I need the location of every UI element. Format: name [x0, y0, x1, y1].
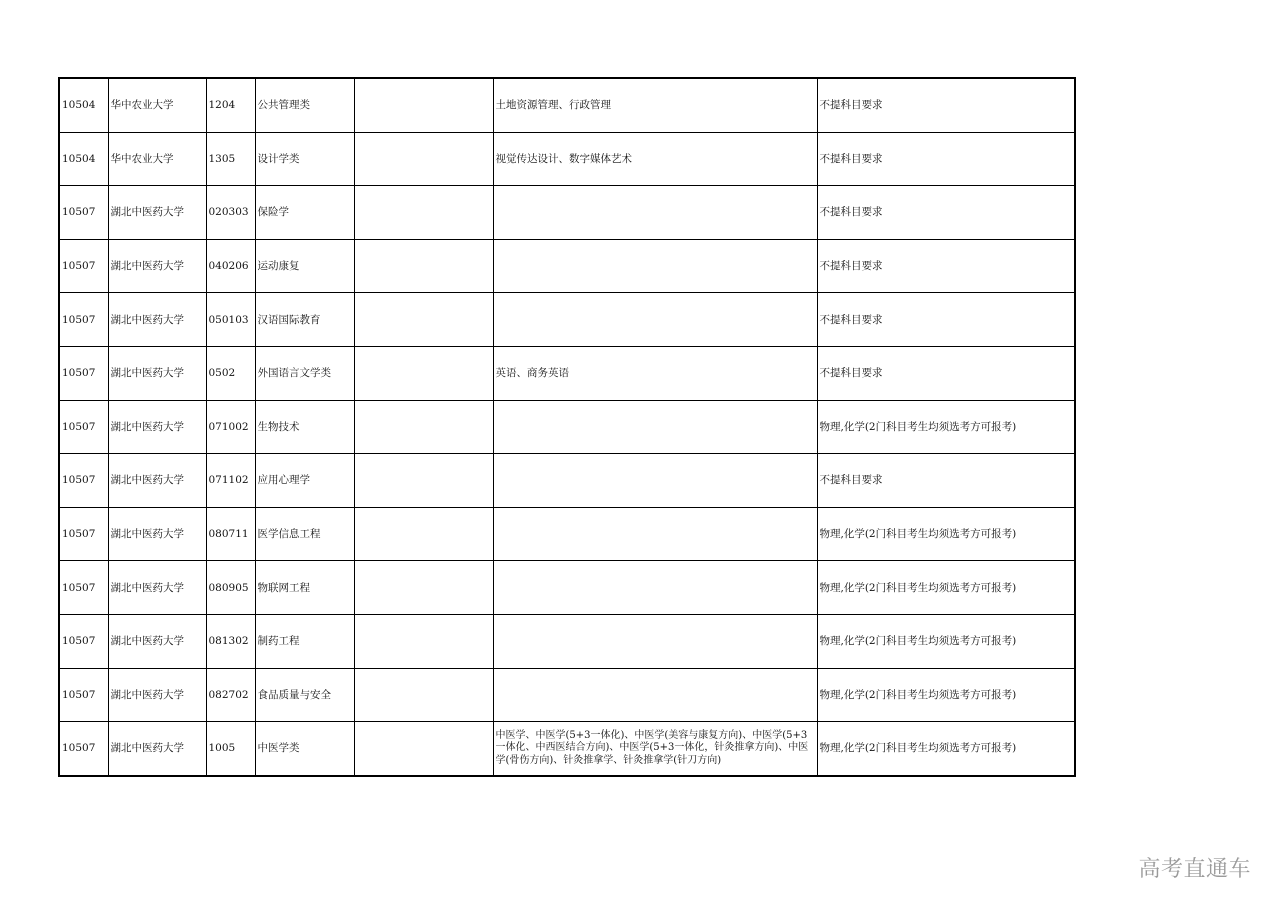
major-code-cell: 1305 [206, 132, 255, 186]
school-code-cell: 10507 [59, 507, 108, 561]
subject-requirement-cell: 不提科目要求 [817, 186, 1075, 240]
included-majors-cell [493, 454, 817, 508]
major-code-cell: 020303 [206, 186, 255, 240]
major-name-cell: 保险学 [255, 186, 354, 240]
included-majors-cell [493, 186, 817, 240]
school-name-cell: 华中农业大学 [108, 78, 206, 132]
table-row [59, 186, 1075, 240]
major-code-cell: 080711 [206, 507, 255, 561]
major-name-cell: 应用心理学 [255, 454, 354, 508]
school-code-cell: 10507 [59, 293, 108, 347]
major-code-cell: 040206 [206, 239, 255, 293]
major-name-cell: 运动康复 [255, 239, 354, 293]
major-code-cell: 050103 [206, 293, 255, 347]
note-cell [354, 614, 493, 668]
subject-requirement-cell: 物理,化学(2门科目考生均须选考方可报考) [817, 614, 1075, 668]
school-code-cell: 10507 [59, 400, 108, 454]
school-name-cell: 湖北中医药大学 [108, 507, 206, 561]
major-name-cell: 汉语国际教育 [255, 293, 354, 347]
table-row [59, 346, 1075, 400]
note-cell [354, 78, 493, 132]
note-cell [354, 293, 493, 347]
major-name-cell: 食品质量与安全 [255, 668, 354, 722]
school-name-cell: 湖北中医药大学 [108, 346, 206, 400]
school-name-cell: 湖北中医药大学 [108, 186, 206, 240]
note-cell [354, 454, 493, 508]
major-name-cell: 公共管理类 [255, 78, 354, 132]
watermark-logo-text: 高考直通车 [1138, 857, 1251, 882]
included-majors-cell [493, 668, 817, 722]
school-name-cell: 湖北中医药大学 [108, 293, 206, 347]
major-name-cell: 生物技术 [255, 400, 354, 454]
table-row [59, 239, 1075, 293]
subject-requirement-cell: 不提科目要求 [817, 346, 1075, 400]
school-name-cell: 湖北中医药大学 [108, 722, 206, 776]
included-majors-cell: 视觉传达设计、数字媒体艺术 [493, 132, 817, 186]
note-cell [354, 668, 493, 722]
included-majors-cell [493, 561, 817, 615]
included-majors-cell [493, 507, 817, 561]
school-code-cell: 10507 [59, 614, 108, 668]
table-row [59, 507, 1075, 561]
school-code-cell: 10507 [59, 454, 108, 508]
school-code-cell: 10507 [59, 561, 108, 615]
note-cell [354, 400, 493, 454]
major-code-cell: 1204 [206, 78, 255, 132]
table-row [59, 400, 1075, 454]
subject-requirement-cell: 物理,化学(2门科目考生均须选考方可报考) [817, 507, 1075, 561]
subject-requirement-cell: 物理,化学(2门科目考生均须选考方可报考) [817, 561, 1075, 615]
included-majors-cell [493, 293, 817, 347]
subject-requirement-cell: 不提科目要求 [817, 454, 1075, 508]
major-name-cell: 设计学类 [255, 132, 354, 186]
included-majors-cell: 土地资源管理、行政管理 [493, 78, 817, 132]
table-row [59, 614, 1075, 668]
included-majors-cell: 英语、商务英语 [493, 346, 817, 400]
major-name-cell: 物联网工程 [255, 561, 354, 615]
admission-requirements-table [58, 77, 1076, 777]
major-code-cell: 1005 [206, 722, 255, 776]
note-cell [354, 722, 493, 776]
note-cell [354, 186, 493, 240]
school-code-cell: 10507 [59, 668, 108, 722]
major-code-cell: 081302 [206, 614, 255, 668]
note-cell [354, 507, 493, 561]
included-majors-cell [493, 614, 817, 668]
table-row [59, 722, 1075, 776]
subject-requirement-cell: 不提科目要求 [817, 132, 1075, 186]
table-row [59, 78, 1075, 132]
table-body [59, 78, 1075, 776]
note-cell [354, 346, 493, 400]
table-row [59, 132, 1075, 186]
school-name-cell: 湖北中医药大学 [108, 561, 206, 615]
note-cell [354, 132, 493, 186]
major-name-cell: 医学信息工程 [255, 507, 354, 561]
included-majors-cell [493, 400, 817, 454]
subject-requirement-cell: 物理,化学(2门科目考生均须选考方可报考) [817, 722, 1075, 776]
major-code-cell: 0502 [206, 346, 255, 400]
major-code-cell: 071002 [206, 400, 255, 454]
major-code-cell: 082702 [206, 668, 255, 722]
note-cell [354, 561, 493, 615]
included-majors-cell [493, 239, 817, 293]
major-name-cell: 中医学类 [255, 722, 354, 776]
school-code-cell: 10507 [59, 186, 108, 240]
school-name-cell: 华中农业大学 [108, 132, 206, 186]
school-code-cell: 10507 [59, 722, 108, 776]
school-code-cell: 10504 [59, 78, 108, 132]
major-name-cell: 外国语言文学类 [255, 346, 354, 400]
subject-requirement-cell: 物理,化学(2门科目考生均须选考方可报考) [817, 400, 1075, 454]
subject-requirement-cell: 不提科目要求 [817, 293, 1075, 347]
table-row [59, 561, 1075, 615]
subject-requirement-cell: 物理,化学(2门科目考生均须选考方可报考) [817, 668, 1075, 722]
school-code-cell: 10504 [59, 132, 108, 186]
note-cell [354, 239, 493, 293]
table-row [59, 668, 1075, 722]
school-name-cell: 湖北中医药大学 [108, 239, 206, 293]
included-majors-cell: 中医学、中医学(5+3一体化)、中医学(美容与康复方向)、中医学(5+3一体化、中西医结合方向)、中医学(5+3一体化，针灸推拿方向)、中医学(骨伤方向)、针灸推拿学、针灸推拿学(针刀方向) [493, 722, 817, 776]
school-code-cell: 10507 [59, 346, 108, 400]
major-code-cell: 071102 [206, 454, 255, 508]
school-name-cell: 湖北中医药大学 [108, 400, 206, 454]
table-row [59, 454, 1075, 508]
major-code-cell: 080905 [206, 561, 255, 615]
subject-requirement-cell: 不提科目要求 [817, 239, 1075, 293]
school-name-cell: 湖北中医药大学 [108, 614, 206, 668]
school-name-cell: 湖北中医药大学 [108, 454, 206, 508]
table-row [59, 293, 1075, 347]
major-name-cell: 制药工程 [255, 614, 354, 668]
school-name-cell: 湖北中医药大学 [108, 668, 206, 722]
school-code-cell: 10507 [59, 239, 108, 293]
subject-requirement-cell: 不提科目要求 [817, 78, 1075, 132]
